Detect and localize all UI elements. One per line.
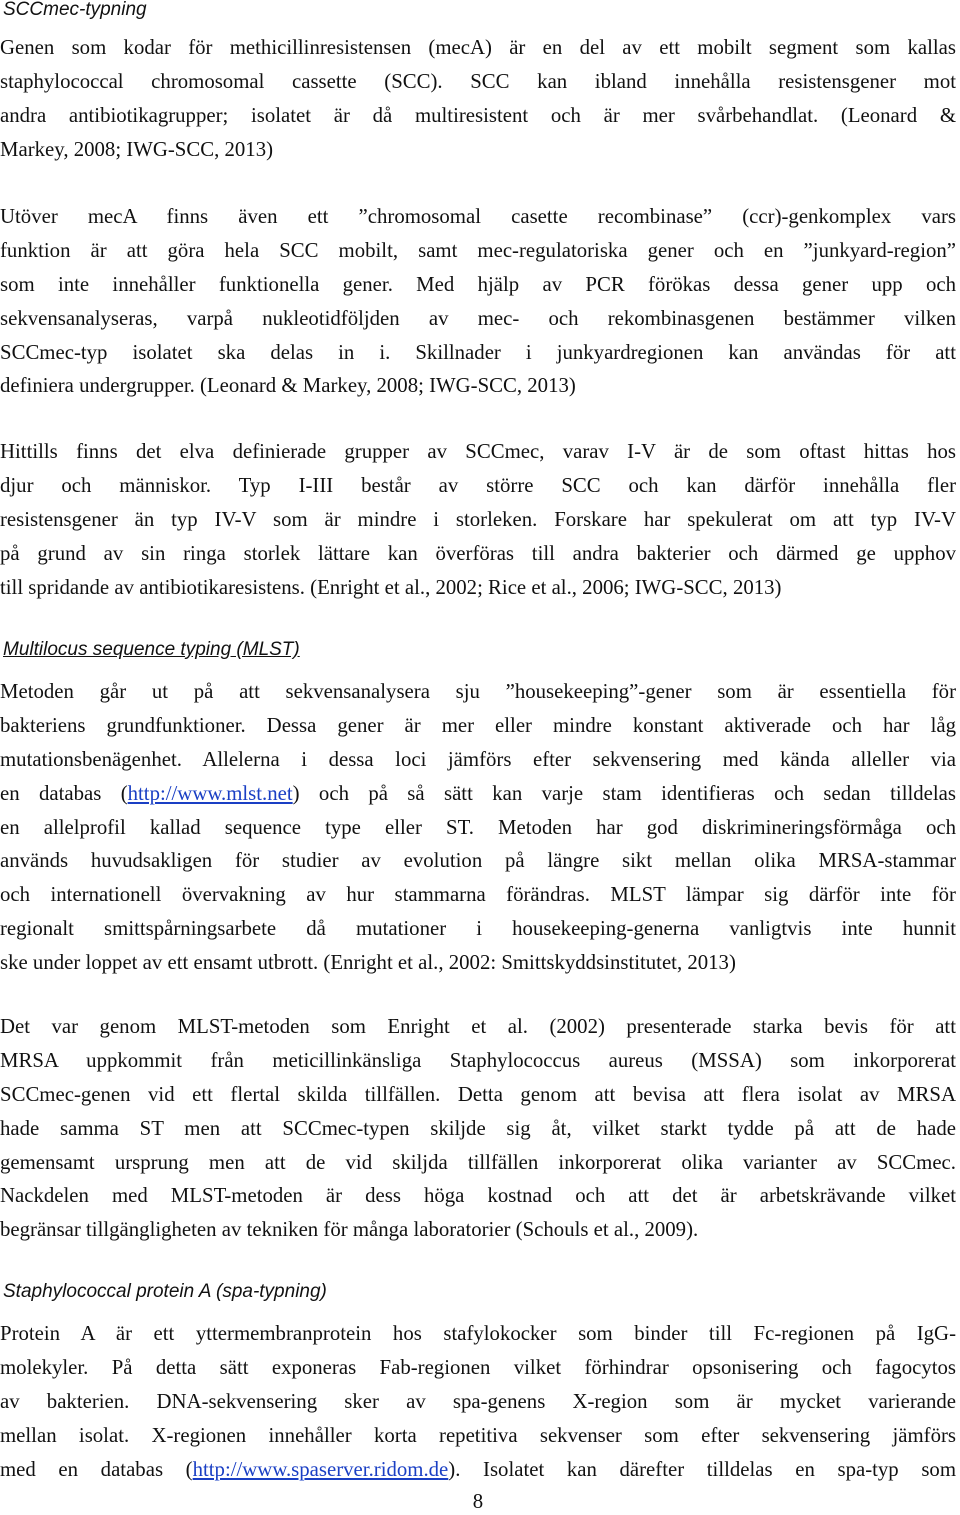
paragraph-sccmec-groups — [0, 435, 956, 604]
text-line: och internationell övervakning av hur stammarna förändras. MLST lämpar sig därför inte för — [0, 883, 956, 907]
text-line: SCCmec-genen vid ett flertal skilda tillfällen. Detta genom att bevisa att flera isolat av MRSA — [0, 1082, 956, 1106]
text-line: ske under loppet av ett ensamt utbrott. (Enright et al., 2002: Smittskyddsinstitutet, 2013) — [0, 951, 736, 975]
text-line: mellan isolat. X-regionen innehåller korta repetitiva sekvenser som efter sekvensering jämförs — [0, 1423, 956, 1447]
text-line: andra antibiotikagrupper; isolatet är då multiresistent och är mer svårbehandlat. (Leonard & — [0, 103, 956, 127]
text-line: på grund av sin ringa storlek lättare kan överföras till andra bakterier och därmed ge upphov — [0, 541, 956, 565]
section-heading-mlst: Multilocus sequence typing (MLST) — [3, 639, 300, 660]
section-heading-sccmec: SCCmec-typning — [3, 0, 147, 20]
text-line: funktion är att göra hela SCC mobilt, samt mec-regulatoriska gener och en ”junkyard-region” — [0, 238, 956, 262]
text-line: begränsar tillgängligheten av tekniken för många laboratorier (Schouls et al., 2009). — [0, 1218, 699, 1242]
paragraph-sccmec-meca — [0, 200, 956, 403]
text-line: används huvudsakligen för studier av evolution på längre sikt mellan olika MRSA-stammar — [0, 849, 956, 873]
text-line: av bakterien. DNA-sekvensering sker av spa-genens X-region som är mycket varierande — [0, 1389, 956, 1413]
text-line: sekvensanalyseras, varpå nukleotidföljden av mec- och rekombinasgenen bestämmer vilken — [0, 306, 956, 330]
text-line: djur och människor. Typ I-III består av större SCC och kan därför innehålla fler — [0, 473, 956, 497]
text-line: bakteriens grundfunktioner. Dessa gener är mer eller mindre konstant aktiverade och har låg — [0, 713, 956, 737]
text-line: som inte innehåller funktionella gener. Med hjälp av PCR förökas dessa gener upp och — [0, 272, 956, 296]
text-line: Nackdelen med MLST-metoden är dess höga kostnad och att det är arbetskrävande vilket — [0, 1184, 956, 1208]
text-line: Utöver mecA finns även ett ”chromosomal casette recombinase” (ccr)-genkomplex vars — [0, 205, 956, 228]
paragraph-mlst-enright — [0, 1010, 956, 1247]
text-line: molekyler. På detta sätt exponeras Fab-regionen vilket förhindrar opsonisering och fagocytos — [0, 1355, 956, 1379]
text-fragment: en databas ( — [0, 781, 128, 805]
paragraph-spa-protein-a — [0, 1317, 956, 1486]
text-line: hade samma ST men att SCCmec-typen skiljde sig åt, vilket starkt tydde på att de hade — [0, 1116, 956, 1140]
paragraph-sccmec-intro — [0, 31, 956, 167]
text-line: resistensgener än typ IV-V som är mindre i storleken. Forskare har spekulerat om att typ IV-V — [0, 507, 956, 531]
section-heading-spa: Staphylococcal protein A (spa-typning) — [3, 1281, 327, 1302]
text-fragment: ) och på så sätt kan varje stam identifieras och sedan tilldelas — [292, 781, 956, 805]
text-line: Hittills finns det elva definierade grupper av SCCmec, varav I-V är de som oftast hittas hos — [0, 440, 956, 463]
text-line: SCCmec-typ isolatet ska delas in i. Skillnader i junkyardregionen kan användas för att — [0, 340, 956, 364]
text-fragment: ). Isolatet kan därefter tilldelas en spa-typ som — [448, 1457, 956, 1481]
text-line: Protein A är ett yttermembranprotein hos stafylokocker som binder till Fc-regionen på IgG- — [0, 1322, 956, 1345]
text-line: mutationsbenägenhet. Allelerna i dessa loci jämförs efter sekvensering med kända alleller via — [0, 747, 956, 771]
text-line: till spridande av antibiotikaresistens. (Enright et al., 2002; Rice et al., 2006; IWG-SCC, 2013) — [0, 575, 782, 599]
text-line: gemensamt ursprung men att de vid skiljda tillfällen inkorporerat olika varianter av SCCmec. — [0, 1150, 956, 1174]
text-fragment: med en databas ( — [0, 1457, 193, 1481]
text-line: Metoden går ut på att sekvensanalysera sju ”housekeeping”-gener som är essentiella för — [0, 680, 956, 703]
text-line: definiera undergrupper. (Leonard & Markey, 2008; IWG-SCC, 2013) — [0, 374, 576, 398]
text-line-with-link — [0, 1453, 956, 1487]
text-line: staphylococcal chromosomal cassette (SCC). SCC kan ibland innehålla resistensgener mot — [0, 69, 956, 93]
text-line: Det var genom MLST-metoden som Enright et al. (2002) presenterade starka bevis för att — [0, 1015, 956, 1038]
spaserver-database-link[interactable]: http://www.spaserver.ridom.de — [192, 1457, 449, 1481]
paragraph-mlst-method — [0, 675, 956, 980]
text-line: Markey, 2008; IWG-SCC, 2013) — [0, 137, 274, 161]
mlst-database-link[interactable]: http://www.mlst.net — [127, 781, 293, 805]
text-line: regionalt smittspårningsarbete då mutationer i housekeeping-generna vanligtvis inte hunnit — [0, 917, 956, 941]
text-line: Genen som kodar för methicillinresistensen (mecA) är en del av ett mobilt segment som kallas — [0, 36, 956, 59]
text-line: en allelprofil kallad sequence type eller ST. Metoden har god diskrimineringsförmåga och — [0, 815, 956, 839]
page-number: 8 — [472, 1490, 484, 1513]
text-line-with-link — [0, 777, 956, 811]
text-line: MRSA uppkommit från meticillinkänsliga Staphylococcus aureus (MSSA) som inkorporerat — [0, 1048, 956, 1072]
